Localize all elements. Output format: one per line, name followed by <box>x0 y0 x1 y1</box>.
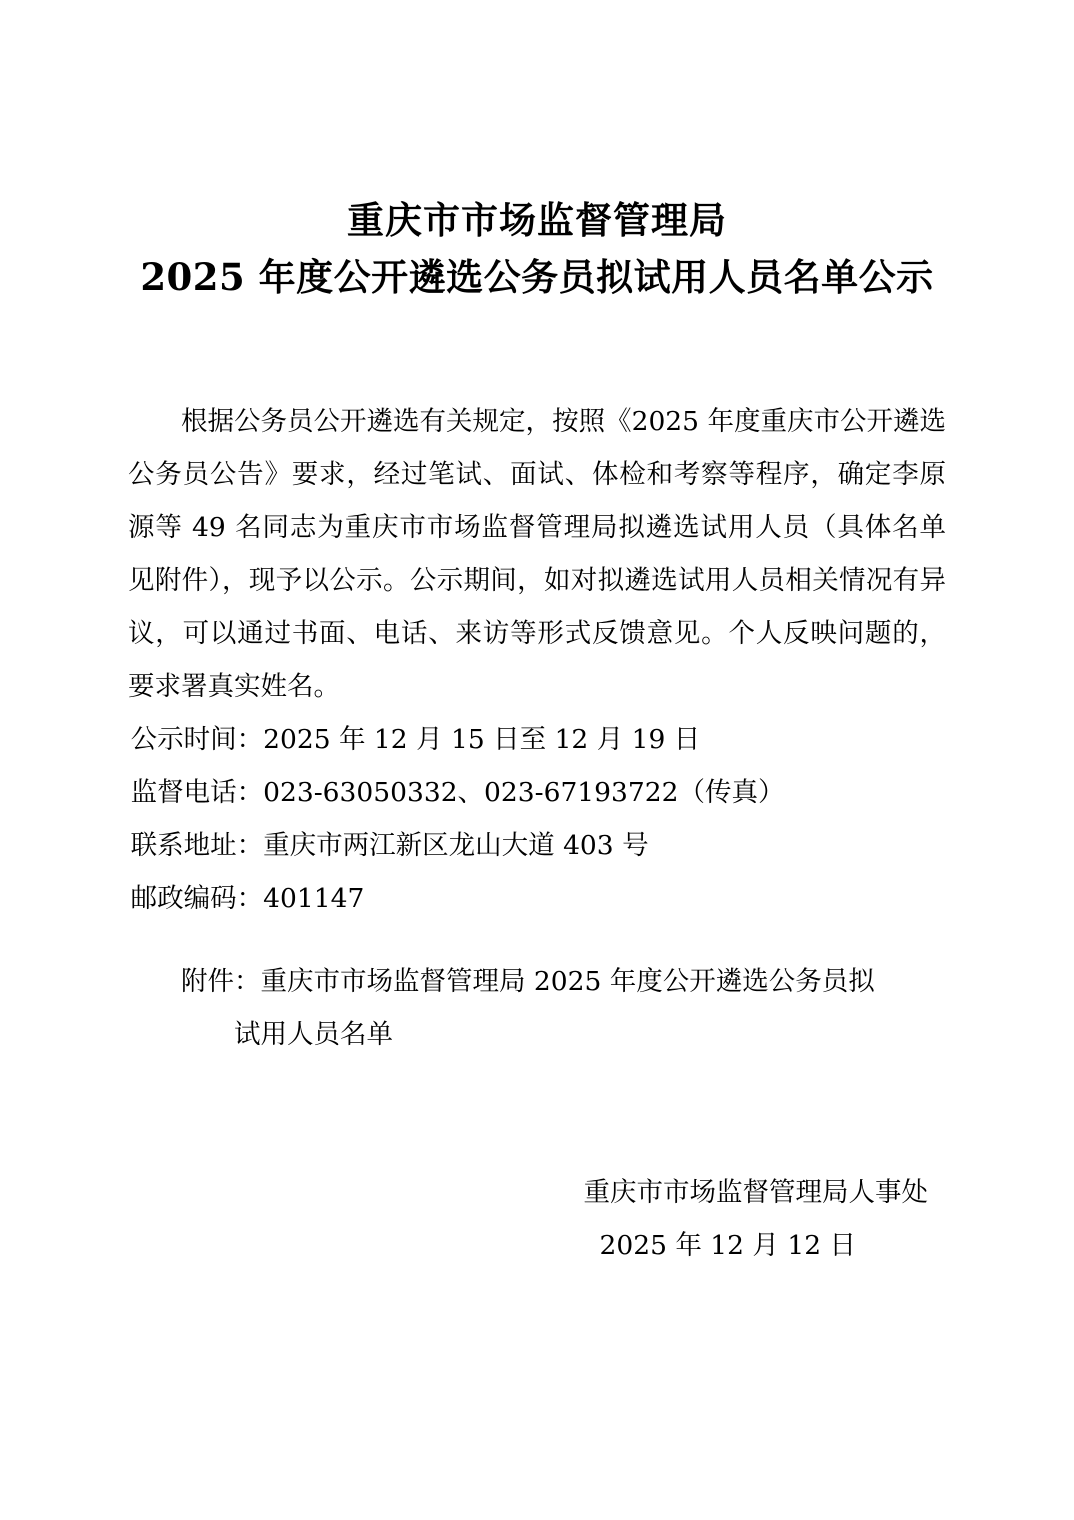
title-line-secondary: 2025 年度公开遴选公务员拟试用人员名单公示 <box>140 255 934 300</box>
body-spacer <box>128 925 946 955</box>
signature-department: 重庆市市场监督管理局人事处 <box>583 1176 928 1208</box>
attachment-line-second: 试用人员名单 <box>234 1018 393 1050</box>
document-signature <box>128 1166 946 1272</box>
signature-date: 2025 年 12 月 12 日 <box>599 1229 856 1261</box>
info-line-notice-period: 公示时间：2025 年 12 月 15 日至 12 月 19 日 <box>130 723 701 755</box>
info-line-contact-address: 联系地址：重庆市两江新区龙山大道 403 号 <box>130 829 649 861</box>
body-paragraph: 根据公务员公开遴选有关规定，按照《2025 年度重庆市公开遴选公务员公告》要求，经过笔试、面试、体检和考察等程序，确定李原源等 49 名同志为重庆市市场监督管理局拟遴选试用人员（具体名单见附件），现予以公示。公示期间，如对拟遴选试用人员相关情况有异议，可以通过书面、电话、来访等形式反馈意见。个人反映问题的，要求署真实姓名。 <box>128 405 946 702</box>
document-title <box>128 0 946 307</box>
info-line-supervision-phone: 监督电话：023-63050332、023-67193722（传真） <box>130 776 785 808</box>
info-line-postal-code: 邮政编码：401147 <box>130 882 365 914</box>
document-body <box>128 395 946 1061</box>
attachment-line-first: 附件：重庆市市场监督管理局 2025 年度公开遴选公务员拟 <box>181 965 875 997</box>
title-line-primary: 重庆市市场监督管理局 <box>347 198 727 242</box>
